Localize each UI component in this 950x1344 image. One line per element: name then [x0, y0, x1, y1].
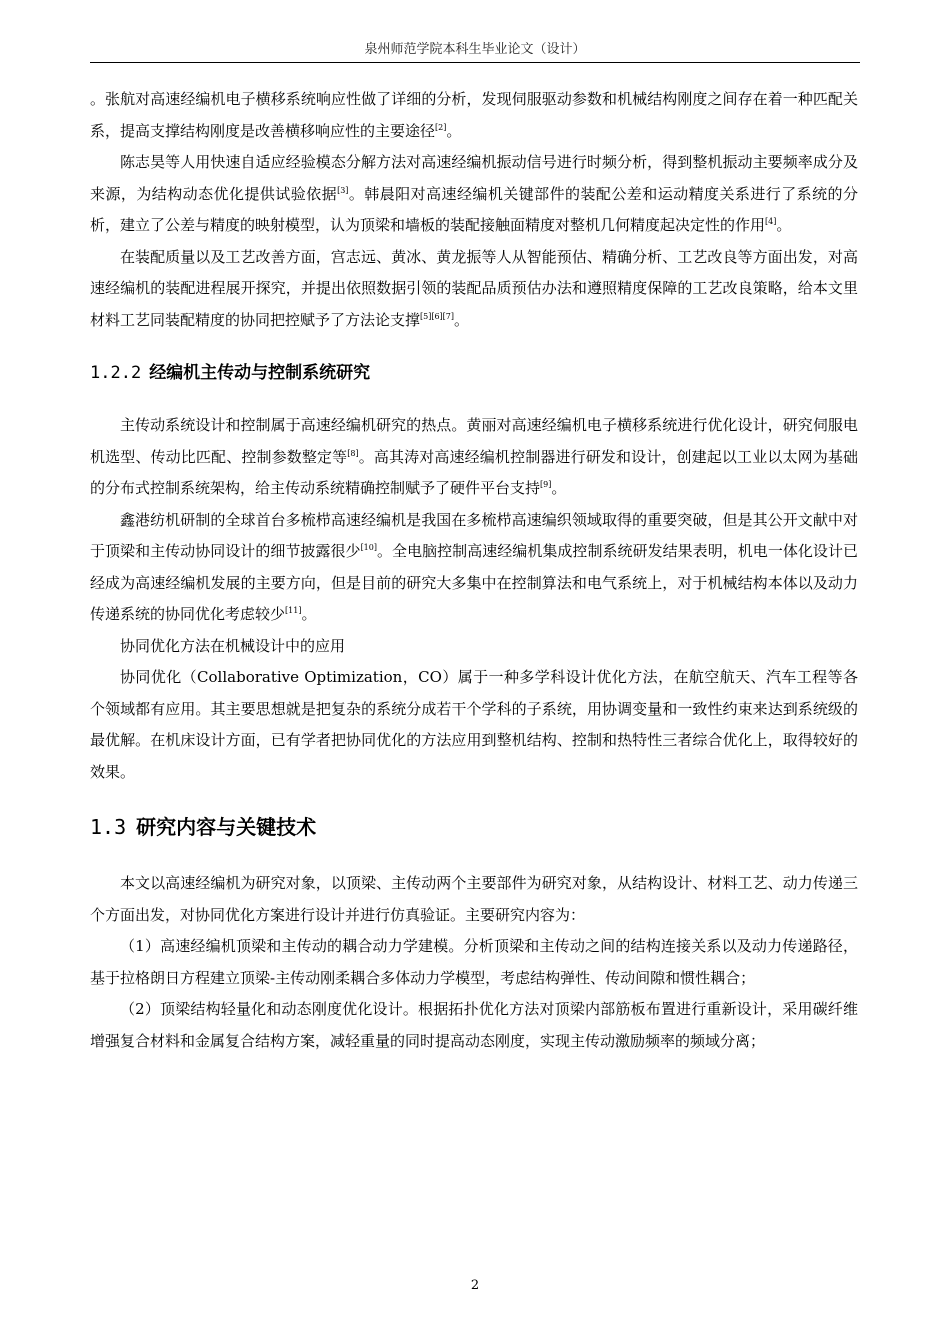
citation: [9]	[540, 480, 552, 489]
paragraph	[90, 410, 858, 505]
section-number: 1.3	[90, 815, 127, 839]
paragraph	[90, 505, 858, 631]
text: 。高其涛对高速经编机控制器进行研发和设计，创建起以工业以太网为基础的分布式控制系统架构，给主传动系统精确控制赋予了硬件平台支持	[90, 447, 858, 497]
citation: [5][6][7]	[420, 311, 455, 321]
citation: [3]	[337, 185, 349, 195]
section-title: 经编机主传动与控制系统研究	[149, 363, 371, 383]
text: 鑫港纺机研制的全球首台多梳栉高速经编机是我国在多梳栉高速编织领域取得的重要突破，但是其公开文献中对于顶梁和主传动协同设计的细节披露很少	[90, 510, 858, 560]
text: 。	[454, 310, 470, 329]
text: 。	[446, 121, 462, 140]
text: 。全电脑控制高速经编机集成控制系统研发结果表明，机电一体化设计已经成为高速经编机发展的主要方向，但是目前的研究大多集中在控制算法和电气系统上，对于机械结构本体以及动力传递系统的协同优化考虑较少	[90, 542, 858, 623]
section-title: 研究内容与关键技术	[136, 815, 317, 839]
text: 在装配质量以及工艺改善方面，宫志远、黄冰、黄龙振等人从智能预估、精确分析、工艺改良等方面出发，对高速经编机的装配进程展开探究，并提出依照数据引领的装配品质预估办法和遵照精度保障的工艺改良策略，给本文里材料工艺同装配精度的协同把控赋予了方法论支撑	[90, 247, 858, 329]
page-number: 2	[470, 1278, 480, 1293]
paragraph	[90, 242, 858, 337]
paragraph: 协同优化方法在机械设计中的应用	[120, 636, 346, 655]
paragraph	[90, 147, 858, 242]
paragraph: 协同优化（Collaborative Optimization，CO）属于一种多学科设计优化方法，在航空航天、汽车工程等各个领域都有应用。其主要思想就是把复杂的系统分成若干个学科的子系统，用协调变量和一致性约束来达到系统级的最优解。在机床设计方面，已有学者把协同优化的方法应用到整机结构、控制和热特性三者综合优化上，取得较好的效果。	[90, 668, 858, 781]
text: 。张航对高速经编机电子横移系统响应性做了详细的分析，发现伺服驱动参数和机械结构刚度之间存在着一种匹配关系，提高支撑结构刚度是改善横移响应性的主要途径	[90, 90, 858, 140]
section-heading-1-3	[90, 814, 858, 840]
citation: [11]	[285, 606, 302, 615]
text: 。	[551, 479, 567, 497]
citation: [4]	[765, 217, 777, 226]
text: 。	[776, 216, 792, 234]
text: 。韩晨阳对高速经编机关键部件的装配公差和运动精度关系进行了系统的分析，建立了公差与精度的映射模型，认为顶梁和墙板的装配接触面精度对整机几何精度起决定性的作用	[90, 184, 858, 234]
citation: [2]	[435, 122, 447, 132]
text: 陈志昊等人用快速自适应经验模态分解方法对高速经编机振动信号进行时频分析，得到整机振动主要频率成分及来源，为结构动态优化提供试验依据	[90, 153, 858, 203]
section-heading-1-2-2	[90, 362, 858, 384]
text: 主传动系统设计和控制属于高速经编机研究的热点。黄丽对高速经编机电子横移系统进行优化设计，研究伺服电机选型、传动比匹配、控制参数整定等	[90, 416, 858, 466]
text: 。	[301, 605, 317, 623]
citation: [10]	[360, 543, 377, 552]
list-item: （1）高速经编机顶梁和主传动的耦合动力学建模。分析顶梁和主传动之间的结构连接关系以及动力传递路径，基于拉格朗日方程建立顶梁-主传动刚柔耦合多体动力学模型，考虑结构弹性、传动间隙和惯性耦合；	[90, 937, 858, 987]
paragraph	[90, 84, 858, 147]
document-body	[90, 84, 858, 1057]
running-header: 泉州师范学院本科生毕业论文（设计）	[90, 38, 860, 63]
paragraph: 本文以高速经编机为研究对象，以顶梁、主传动两个主要部件为研究对象，从结构设计、材料工艺、动力传递三个方面出发，对协同优化方案进行设计并进行仿真验证。主要研究内容为：	[90, 874, 858, 924]
section-number: 1.2.2	[90, 363, 142, 383]
list-item: （2）顶梁结构轻量化和动态刚度优化设计。根据拓扑优化方法对顶梁内部筋板布置进行重新设计，采用碳纤维增强复合材料和金属复合结构方案，减轻重量的同时提高动态刚度，实现主传动激励频率的频域分离；	[90, 1000, 858, 1050]
citation: [8]	[347, 448, 359, 458]
